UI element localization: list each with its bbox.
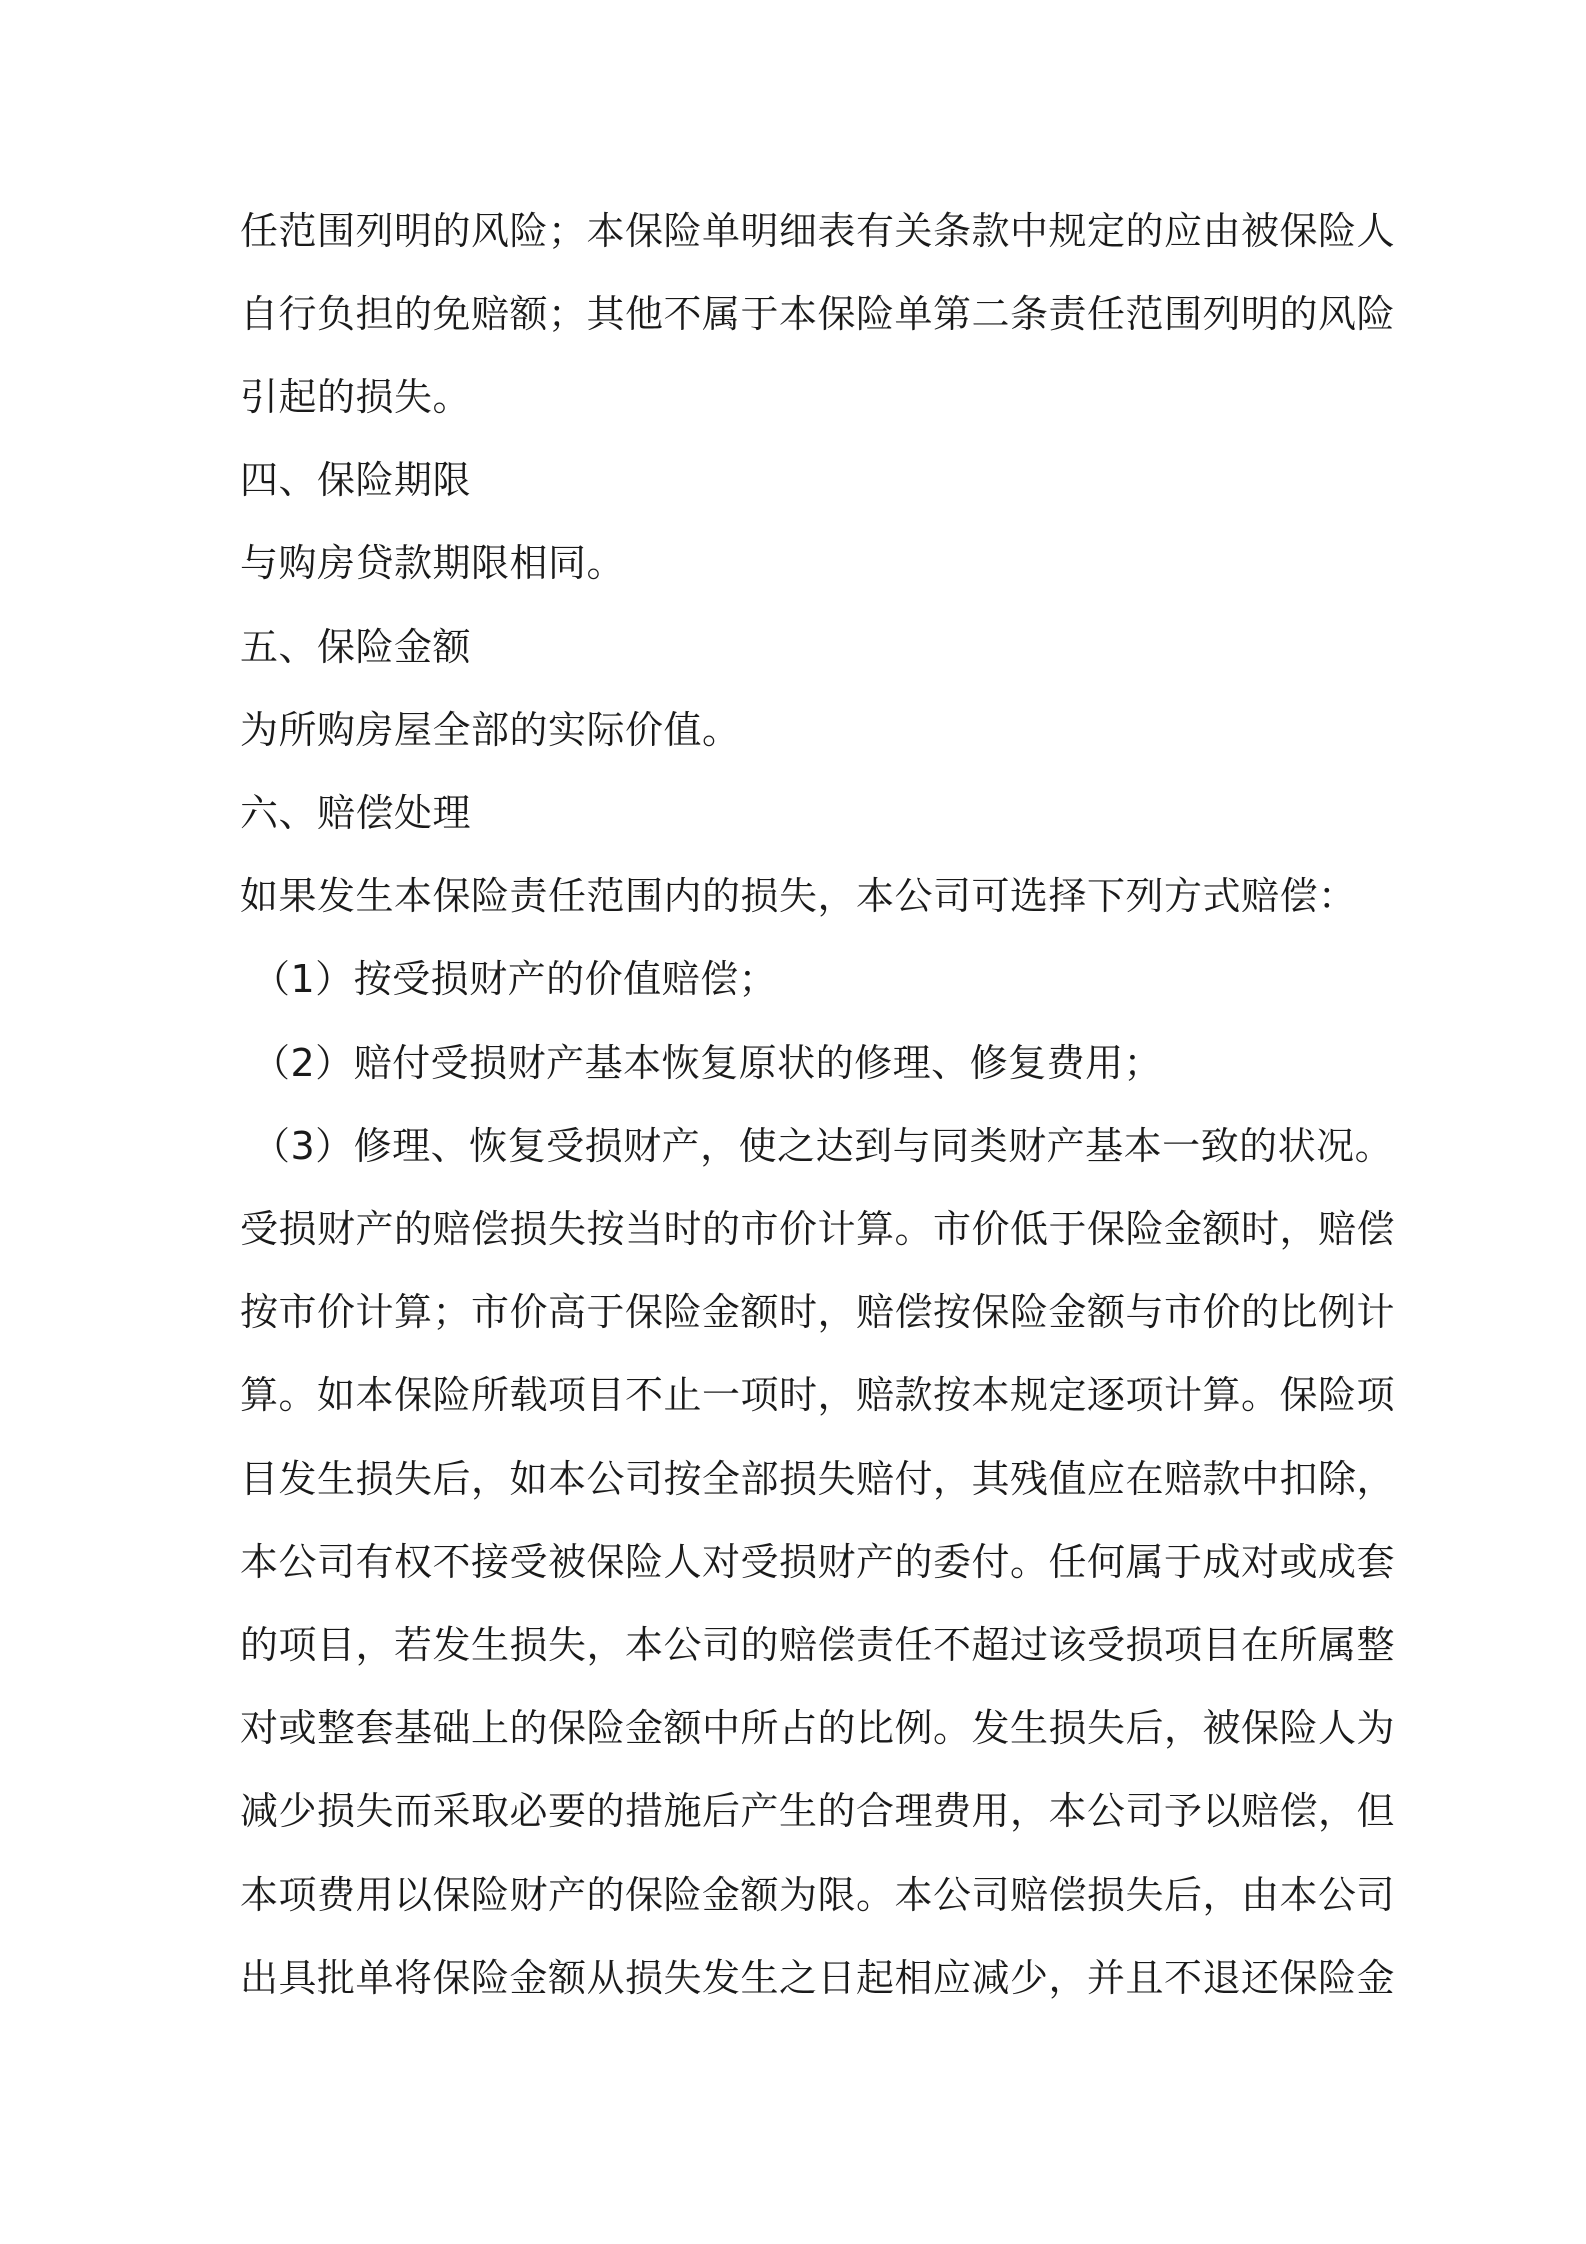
text-line: 的项目，若发生损失，本公司的赔偿责任不超过该受损项目在所属整 <box>240 1623 1396 1667</box>
text-line: 如果发生本保险责任范围内的损失，本公司可选择下列方式赔偿： <box>240 874 1357 918</box>
section-heading: 六、赔偿处理 <box>240 791 472 835</box>
list-item: （2）赔付受损财产基本恢复原状的修理、修复费用； <box>252 1041 1163 1085</box>
text-line: 目发生损失后，如本公司按全部损失赔付，其残值应在赔款中扣除， <box>240 1457 1396 1501</box>
section-heading: 四、保险期限 <box>240 458 472 502</box>
text-line: 任范围列明的风险；本保险单明细表有关条款中规定的应由被保险人 <box>240 209 1396 253</box>
text-line: 与购房贷款期限相同。 <box>240 541 626 585</box>
text-line: 为所购房屋全部的实际价值。 <box>240 708 741 752</box>
list-item: （3）修理、恢复受损财产，使之达到与同类财产基本一致的状况。 <box>252 1124 1394 1168</box>
text-line: 对或整套基础上的保险金额中所占的比例。发生损失后，被保险人为 <box>240 1706 1396 1750</box>
section-heading: 五、保险金额 <box>240 625 472 669</box>
text-line: 本公司有权不接受被保险人对受损财产的委付。任何属于成对或成套 <box>240 1540 1396 1584</box>
list-item: （1）按受损财产的价值赔偿； <box>252 957 778 1001</box>
text-line: 出具批单将保险金额从损失发生之日起相应减少，并且不退还保险金 <box>240 1956 1396 2000</box>
text-line: 按市价计算；市价高于保险金额时，赔偿按保险金额与市价的比例计 <box>240 1290 1396 1334</box>
text-line: 减少损失而采取必要的措施后产生的合理费用，本公司予以赔偿，但 <box>240 1789 1396 1833</box>
text-line: 算。如本保险所载项目不止一项时，赔款按本规定逐项计算。保险项 <box>240 1373 1396 1417</box>
text-line: 受损财产的赔偿损失按当时的市价计算。市价低于保险金额时，赔偿 <box>240 1207 1396 1251</box>
text-line: 引起的损失。 <box>240 375 472 419</box>
text-line: 自行负担的免赔额；其他不属于本保险单第二条责任范围列明的风险 <box>240 292 1396 336</box>
text-line: 本项费用以保险财产的保险金额为限。本公司赔偿损失后，由本公司 <box>240 1873 1396 1917</box>
